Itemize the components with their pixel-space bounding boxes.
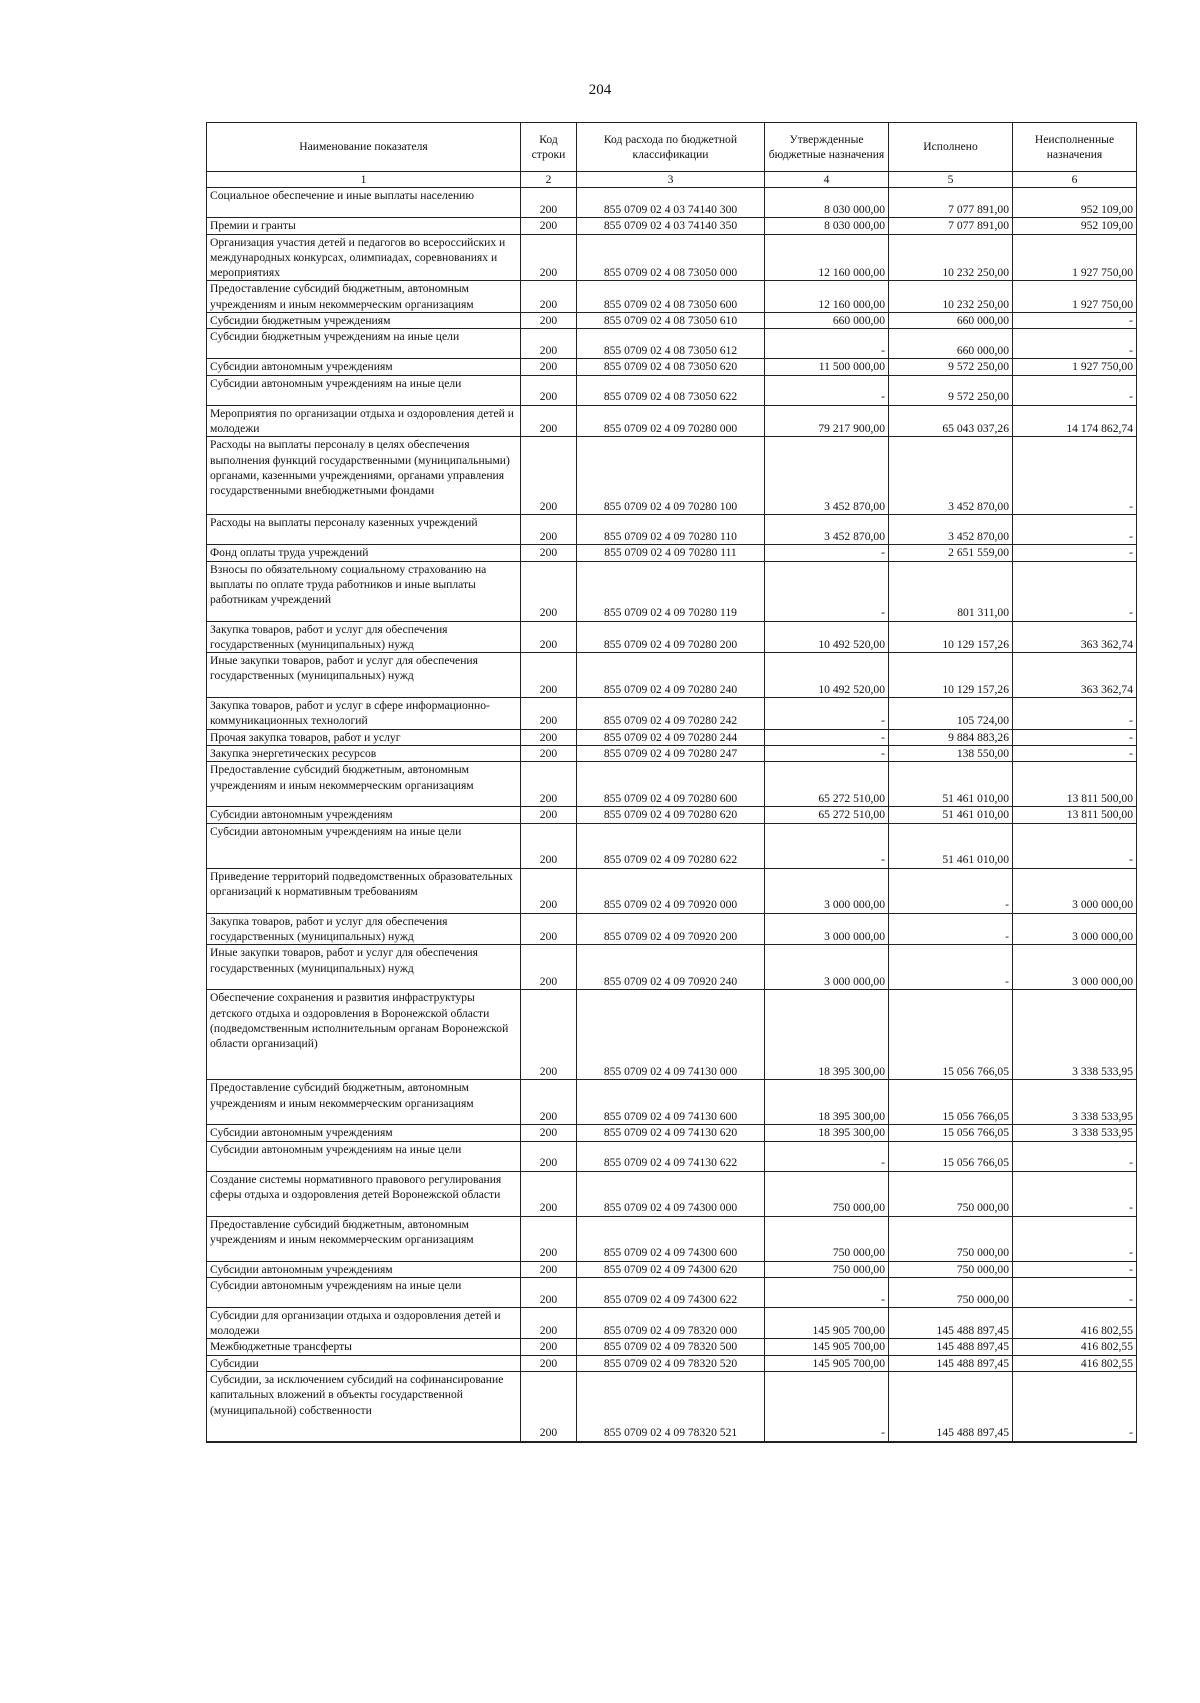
header-name: Наименование показателя — [207, 123, 521, 172]
cell-line: 200 — [521, 1339, 577, 1355]
cell-approved: 8 030 000,00 — [765, 188, 889, 218]
table-row — [207, 515, 1137, 545]
cell-name: Субсидии автономным учреждениям на иные цели — [207, 375, 521, 405]
cell-name: Расходы на выплаты персоналу казенных учреждений — [207, 515, 521, 545]
table-row — [207, 746, 1137, 762]
cell-approved: 750 000,00 — [765, 1261, 889, 1277]
cell-approved: 145 905 700,00 — [765, 1355, 889, 1371]
cell-name: Субсидии бюджетным учреждениям на иные цели — [207, 329, 521, 359]
cell-unexecuted: - — [1013, 329, 1137, 359]
cell-line: 200 — [521, 990, 577, 1080]
cell-code: 855 0709 02 4 09 70920 000 — [577, 868, 765, 913]
cell-name: Предоставление субсидий бюджетным, автономным учреждениям и иным некоммерческим организациям — [207, 1080, 521, 1125]
cell-line: 200 — [521, 1171, 577, 1216]
table-row — [207, 1125, 1137, 1141]
table-row — [207, 281, 1137, 313]
table-row — [207, 1339, 1137, 1355]
cell-approved: 18 395 300,00 — [765, 1080, 889, 1125]
table-row — [207, 1171, 1137, 1216]
cell-executed: 7 077 891,00 — [889, 188, 1013, 218]
cell-executed: 9 884 883,26 — [889, 729, 1013, 745]
budget-execution-table — [206, 122, 1137, 1443]
cell-name: Субсидии автономным учреждениям — [207, 359, 521, 375]
page-number: 204 — [588, 82, 612, 98]
cell-unexecuted: - — [1013, 746, 1137, 762]
cell-unexecuted: - — [1013, 823, 1137, 868]
cell-unexecuted: 3 000 000,00 — [1013, 945, 1137, 990]
cell-executed: - — [889, 868, 1013, 913]
cell-name: Закупка товаров, работ и услуг в сфере информационно-коммуникационных технологий — [207, 698, 521, 730]
cell-executed: 801 311,00 — [889, 561, 1013, 621]
cell-code: 855 0709 02 4 09 70280 200 — [577, 621, 765, 653]
cell-line: 200 — [521, 329, 577, 359]
cell-approved: 750 000,00 — [765, 1216, 889, 1261]
cell-code: 855 0709 02 4 09 74300 620 — [577, 1261, 765, 1277]
table-row — [207, 807, 1137, 823]
cell-unexecuted: 1 927 750,00 — [1013, 234, 1137, 281]
cell-executed: 10 232 250,00 — [889, 234, 1013, 281]
cell-approved: - — [765, 823, 889, 868]
cell-unexecuted: 13 811 500,00 — [1013, 807, 1137, 823]
table-row — [207, 437, 1137, 515]
table-row — [207, 1141, 1137, 1171]
cell-approved: 65 272 510,00 — [765, 762, 889, 807]
cell-unexecuted: 416 802,55 — [1013, 1339, 1137, 1355]
header-executed: Исполнено — [889, 123, 1013, 172]
table-row — [207, 1216, 1137, 1261]
cell-line: 200 — [521, 762, 577, 807]
cell-approved: 3 000 000,00 — [765, 945, 889, 990]
cell-code: 855 0709 02 4 09 78320 520 — [577, 1355, 765, 1371]
cell-name: Субсидии для организации отдыха и оздоровления детей и молодежи — [207, 1307, 521, 1339]
table-row — [207, 990, 1137, 1080]
cell-unexecuted: 1 927 750,00 — [1013, 359, 1137, 375]
cell-name: Субсидии автономным учреждениям — [207, 1261, 521, 1277]
cell-unexecuted: - — [1013, 561, 1137, 621]
cell-executed: 145 488 897,45 — [889, 1372, 1013, 1442]
cell-name: Межбюджетные трансферты — [207, 1339, 521, 1355]
column-number-row — [207, 172, 1137, 188]
cell-name: Иные закупки товаров, работ и услуг для обеспечения государственных (муниципальных) нужд — [207, 653, 521, 698]
cell-line: 200 — [521, 218, 577, 234]
table-row — [207, 405, 1137, 437]
cell-line: 200 — [521, 437, 577, 515]
cell-line: 200 — [521, 281, 577, 313]
cell-line: 200 — [521, 729, 577, 745]
cell-unexecuted: 13 811 500,00 — [1013, 762, 1137, 807]
cell-executed: 10 232 250,00 — [889, 281, 1013, 313]
cell-unexecuted: - — [1013, 1261, 1137, 1277]
cell-approved: - — [765, 329, 889, 359]
cell-name: Расходы на выплаты персоналу в целях обеспечения выполнения функций государственными (муниципальными) органами, казенными учреждениями, органами управления государственными внебюджетными фондами — [207, 437, 521, 515]
cell-approved: - — [765, 1141, 889, 1171]
cell-code: 855 0709 02 4 09 70280 110 — [577, 515, 765, 545]
table-row — [207, 1277, 1137, 1307]
cell-code: 855 0709 02 4 09 70280 000 — [577, 405, 765, 437]
cell-name: Закупка товаров, работ и услуг для обеспечения государственных (муниципальных) нужд — [207, 913, 521, 945]
cell-executed: 660 000,00 — [889, 329, 1013, 359]
cell-line: 200 — [521, 823, 577, 868]
cell-unexecuted: 416 802,55 — [1013, 1307, 1137, 1339]
cell-name: Предоставление субсидий бюджетным, автономным учреждениям и иным некоммерческим организациям — [207, 281, 521, 313]
cell-executed: 7 077 891,00 — [889, 218, 1013, 234]
cell-code: 855 0709 02 4 09 70280 242 — [577, 698, 765, 730]
cell-approved: 10 492 520,00 — [765, 653, 889, 698]
cell-code: 855 0709 02 4 09 70280 100 — [577, 437, 765, 515]
cell-unexecuted: 3 338 533,95 — [1013, 1125, 1137, 1141]
table-row — [207, 375, 1137, 405]
cell-executed: 145 488 897,45 — [889, 1355, 1013, 1371]
cell-line: 200 — [521, 1261, 577, 1277]
cell-executed: 15 056 766,05 — [889, 1141, 1013, 1171]
column-number: 1 — [207, 172, 521, 188]
table-row — [207, 823, 1137, 868]
cell-approved: 65 272 510,00 — [765, 807, 889, 823]
table-row — [207, 729, 1137, 745]
cell-name: Субсидии автономным учреждениям на иные цели — [207, 1277, 521, 1307]
cell-executed: 9 572 250,00 — [889, 359, 1013, 375]
header-line-code: Код строки — [521, 123, 577, 172]
cell-unexecuted: - — [1013, 437, 1137, 515]
cell-line: 200 — [521, 653, 577, 698]
cell-line: 200 — [521, 1216, 577, 1261]
cell-line: 200 — [521, 807, 577, 823]
cell-approved: 750 000,00 — [765, 1171, 889, 1216]
cell-line: 200 — [521, 375, 577, 405]
cell-unexecuted: - — [1013, 545, 1137, 561]
cell-approved: - — [765, 698, 889, 730]
cell-unexecuted: - — [1013, 1372, 1137, 1442]
cell-code: 855 0709 02 4 09 78320 521 — [577, 1372, 765, 1442]
cell-name: Обеспечение сохранения и развития инфраструктуры детского отдыха и оздоровления в Воронежской области (подведомственным исполнительным органам Воронежской области организаций) — [207, 990, 521, 1080]
cell-approved: 660 000,00 — [765, 313, 889, 329]
cell-executed: 15 056 766,05 — [889, 990, 1013, 1080]
cell-code: 855 0709 02 4 03 74140 300 — [577, 188, 765, 218]
cell-code: 855 0709 02 4 08 73050 600 — [577, 281, 765, 313]
cell-approved: 18 395 300,00 — [765, 990, 889, 1080]
cell-executed: 138 550,00 — [889, 746, 1013, 762]
cell-executed: 3 452 870,00 — [889, 515, 1013, 545]
table-row — [207, 868, 1137, 913]
cell-name: Закупка энергетических ресурсов — [207, 746, 521, 762]
cell-approved: 11 500 000,00 — [765, 359, 889, 375]
cell-name: Предоставление субсидий бюджетным, автономным учреждениям и иным некоммерческим организациям — [207, 762, 521, 807]
column-number: 2 — [521, 172, 577, 188]
cell-approved: 3 452 870,00 — [765, 515, 889, 545]
header-unexecuted: Неисполненные назначения — [1013, 123, 1137, 172]
table-row — [207, 621, 1137, 653]
cell-line: 200 — [521, 621, 577, 653]
cell-code: 855 0709 02 4 09 78320 000 — [577, 1307, 765, 1339]
table-row — [207, 1261, 1137, 1277]
cell-approved: - — [765, 375, 889, 405]
table-row — [207, 653, 1137, 698]
cell-name: Прочая закупка товаров, работ и услуг — [207, 729, 521, 745]
cell-approved: 3 452 870,00 — [765, 437, 889, 515]
cell-line: 200 — [521, 561, 577, 621]
cell-code: 855 0709 02 4 09 70280 119 — [577, 561, 765, 621]
cell-line: 200 — [521, 405, 577, 437]
cell-line: 200 — [521, 515, 577, 545]
cell-code: 855 0709 02 4 09 70280 247 — [577, 746, 765, 762]
cell-executed: 145 488 897,45 — [889, 1307, 1013, 1339]
cell-unexecuted: 14 174 862,74 — [1013, 405, 1137, 437]
cell-executed: 750 000,00 — [889, 1216, 1013, 1261]
cell-code: 855 0709 02 4 08 73050 620 — [577, 359, 765, 375]
cell-name: Социальное обеспечение и иные выплаты населению — [207, 188, 521, 218]
cell-approved: 10 492 520,00 — [765, 621, 889, 653]
cell-line: 200 — [521, 1372, 577, 1442]
cell-executed: 105 724,00 — [889, 698, 1013, 730]
cell-line: 200 — [521, 746, 577, 762]
cell-line: 200 — [521, 913, 577, 945]
cell-unexecuted: - — [1013, 1216, 1137, 1261]
cell-approved: 145 905 700,00 — [765, 1339, 889, 1355]
table-row — [207, 1080, 1137, 1125]
cell-executed: 51 461 010,00 — [889, 807, 1013, 823]
cell-approved: 18 395 300,00 — [765, 1125, 889, 1141]
cell-line: 200 — [521, 1307, 577, 1339]
cell-approved: - — [765, 729, 889, 745]
cell-code: 855 0709 02 4 09 74130 600 — [577, 1080, 765, 1125]
cell-executed: 15 056 766,05 — [889, 1080, 1013, 1125]
cell-approved: - — [765, 1277, 889, 1307]
cell-line: 200 — [521, 188, 577, 218]
table-row — [207, 329, 1137, 359]
cell-code: 855 0709 02 4 09 74130 000 — [577, 990, 765, 1080]
cell-unexecuted: - — [1013, 515, 1137, 545]
cell-unexecuted: 1 927 750,00 — [1013, 281, 1137, 313]
cell-line: 200 — [521, 1141, 577, 1171]
cell-line: 200 — [521, 1355, 577, 1371]
cell-code: 855 0709 02 4 09 74130 620 — [577, 1125, 765, 1141]
table-row — [207, 1355, 1137, 1371]
column-number: 6 — [1013, 172, 1137, 188]
cell-executed: - — [889, 913, 1013, 945]
cell-unexecuted: - — [1013, 375, 1137, 405]
cell-executed: 10 129 157,26 — [889, 653, 1013, 698]
cell-name: Субсидии бюджетным учреждениям — [207, 313, 521, 329]
cell-unexecuted: 416 802,55 — [1013, 1355, 1137, 1371]
cell-unexecuted: - — [1013, 1277, 1137, 1307]
cell-line: 200 — [521, 1080, 577, 1125]
cell-name: Субсидии автономным учреждениям — [207, 1125, 521, 1141]
cell-approved: - — [765, 545, 889, 561]
cell-name: Субсидии автономным учреждениям на иные цели — [207, 1141, 521, 1171]
table-row — [207, 698, 1137, 730]
cell-code: 855 0709 02 4 09 70920 200 — [577, 913, 765, 945]
cell-unexecuted: - — [1013, 729, 1137, 745]
cell-unexecuted: 952 109,00 — [1013, 188, 1137, 218]
cell-code: 855 0709 02 4 09 74300 600 — [577, 1216, 765, 1261]
cell-approved: 3 000 000,00 — [765, 913, 889, 945]
cell-executed: 51 461 010,00 — [889, 823, 1013, 868]
table-row — [207, 313, 1137, 329]
cell-line: 200 — [521, 313, 577, 329]
table-row — [207, 561, 1137, 621]
cell-code: 855 0709 02 4 08 73050 610 — [577, 313, 765, 329]
cell-name: Закупка товаров, работ и услуг для обеспечения государственных (муниципальных) нужд — [207, 621, 521, 653]
table-row — [207, 359, 1137, 375]
cell-code: 855 0709 02 4 03 74140 350 — [577, 218, 765, 234]
cell-executed: 15 056 766,05 — [889, 1125, 1013, 1141]
cell-line: 200 — [521, 359, 577, 375]
cell-line: 200 — [521, 1125, 577, 1141]
cell-name: Премии и гранты — [207, 218, 521, 234]
cell-executed: 660 000,00 — [889, 313, 1013, 329]
column-number: 3 — [577, 172, 765, 188]
cell-executed: - — [889, 945, 1013, 990]
cell-unexecuted: 3 338 533,95 — [1013, 990, 1137, 1080]
table-row — [207, 1372, 1137, 1442]
cell-code: 855 0709 02 4 09 78320 500 — [577, 1339, 765, 1355]
cell-approved: 145 905 700,00 — [765, 1307, 889, 1339]
cell-executed: 750 000,00 — [889, 1261, 1013, 1277]
cell-name: Взносы по обязательному социальному страхованию на выплаты по оплате труда работников и иные выплаты работникам учреждений — [207, 561, 521, 621]
cell-executed: 750 000,00 — [889, 1171, 1013, 1216]
cell-unexecuted: 952 109,00 — [1013, 218, 1137, 234]
cell-code: 855 0709 02 4 09 70280 622 — [577, 823, 765, 868]
cell-code: 855 0709 02 4 09 70920 240 — [577, 945, 765, 990]
table-header-row — [207, 123, 1137, 172]
cell-line: 200 — [521, 945, 577, 990]
cell-approved: - — [765, 561, 889, 621]
cell-code: 855 0709 02 4 09 70280 244 — [577, 729, 765, 745]
cell-code: 855 0709 02 4 09 70280 620 — [577, 807, 765, 823]
cell-code: 855 0709 02 4 09 70280 600 — [577, 762, 765, 807]
cell-code: 855 0709 02 4 09 70280 240 — [577, 653, 765, 698]
cell-unexecuted: - — [1013, 698, 1137, 730]
cell-name: Предоставление субсидий бюджетным, автономным учреждениям и иным некоммерческим организациям — [207, 1216, 521, 1261]
table-row — [207, 545, 1137, 561]
cell-name: Субсидии, за исключением субсидий на софинансирование капитальных вложений в объекты государственной (муниципальной) собственности — [207, 1372, 521, 1442]
cell-unexecuted: 3 000 000,00 — [1013, 913, 1137, 945]
cell-code: 855 0709 02 4 08 73050 000 — [577, 234, 765, 281]
cell-approved: - — [765, 746, 889, 762]
cell-code: 855 0709 02 4 09 70280 111 — [577, 545, 765, 561]
table-row — [207, 218, 1137, 234]
table-row — [207, 762, 1137, 807]
cell-name: Субсидии — [207, 1355, 521, 1371]
cell-code: 855 0709 02 4 09 74300 622 — [577, 1277, 765, 1307]
cell-executed: 10 129 157,26 — [889, 621, 1013, 653]
cell-code: 855 0709 02 4 08 73050 612 — [577, 329, 765, 359]
cell-executed: 2 651 559,00 — [889, 545, 1013, 561]
cell-unexecuted: 363 362,74 — [1013, 621, 1137, 653]
cell-name: Фонд оплаты труда учреждений — [207, 545, 521, 561]
cell-approved: 12 160 000,00 — [765, 281, 889, 313]
cell-unexecuted: - — [1013, 1171, 1137, 1216]
cell-executed: 65 043 037,26 — [889, 405, 1013, 437]
cell-executed: 9 572 250,00 — [889, 375, 1013, 405]
cell-unexecuted: 363 362,74 — [1013, 653, 1137, 698]
cell-executed: 750 000,00 — [889, 1277, 1013, 1307]
cell-code: 855 0709 02 4 09 74300 000 — [577, 1171, 765, 1216]
cell-line: 200 — [521, 545, 577, 561]
cell-line: 200 — [521, 868, 577, 913]
column-number: 5 — [889, 172, 1013, 188]
table-row — [207, 188, 1137, 218]
cell-name: Мероприятия по организации отдыха и оздоровления детей и молодежи — [207, 405, 521, 437]
cell-executed: 51 461 010,00 — [889, 762, 1013, 807]
cell-name: Организация участия детей и педагогов во всероссийских и международных конкурсах, олимпиадах, соревнованиях и мероприятиях — [207, 234, 521, 281]
cell-line: 200 — [521, 698, 577, 730]
header-budget-code: Код расхода по бюджетной классификации — [577, 123, 765, 172]
cell-unexecuted: 3 338 533,95 — [1013, 1080, 1137, 1125]
cell-approved: - — [765, 1372, 889, 1442]
cell-line: 200 — [521, 1277, 577, 1307]
cell-executed: 3 452 870,00 — [889, 437, 1013, 515]
table-row — [207, 234, 1137, 281]
cell-name: Создание системы нормативного правового регулирования сферы отдыха и оздоровления детей Воронежской области — [207, 1171, 521, 1216]
table-body — [207, 188, 1137, 1442]
cell-name: Приведение территорий подведомственных образовательных организаций к нормативным требованиям — [207, 868, 521, 913]
cell-unexecuted: - — [1013, 313, 1137, 329]
cell-code: 855 0709 02 4 08 73050 622 — [577, 375, 765, 405]
table-row — [207, 1307, 1137, 1339]
cell-name: Иные закупки товаров, работ и услуг для обеспечения государственных (муниципальных) нужд — [207, 945, 521, 990]
cell-approved: 12 160 000,00 — [765, 234, 889, 281]
header-approved: Утвержденные бюджетные назначения — [765, 123, 889, 172]
cell-name: Субсидии автономным учреждениям на иные цели — [207, 823, 521, 868]
cell-name: Субсидии автономным учреждениям — [207, 807, 521, 823]
cell-code: 855 0709 02 4 09 74130 622 — [577, 1141, 765, 1171]
cell-approved: 8 030 000,00 — [765, 218, 889, 234]
cell-approved: 79 217 900,00 — [765, 405, 889, 437]
cell-unexecuted: - — [1013, 1141, 1137, 1171]
table-row — [207, 945, 1137, 990]
cell-approved: 3 000 000,00 — [765, 868, 889, 913]
cell-executed: 145 488 897,45 — [889, 1339, 1013, 1355]
column-number: 4 — [765, 172, 889, 188]
table-row — [207, 913, 1137, 945]
cell-unexecuted: 3 000 000,00 — [1013, 868, 1137, 913]
cell-line: 200 — [521, 234, 577, 281]
